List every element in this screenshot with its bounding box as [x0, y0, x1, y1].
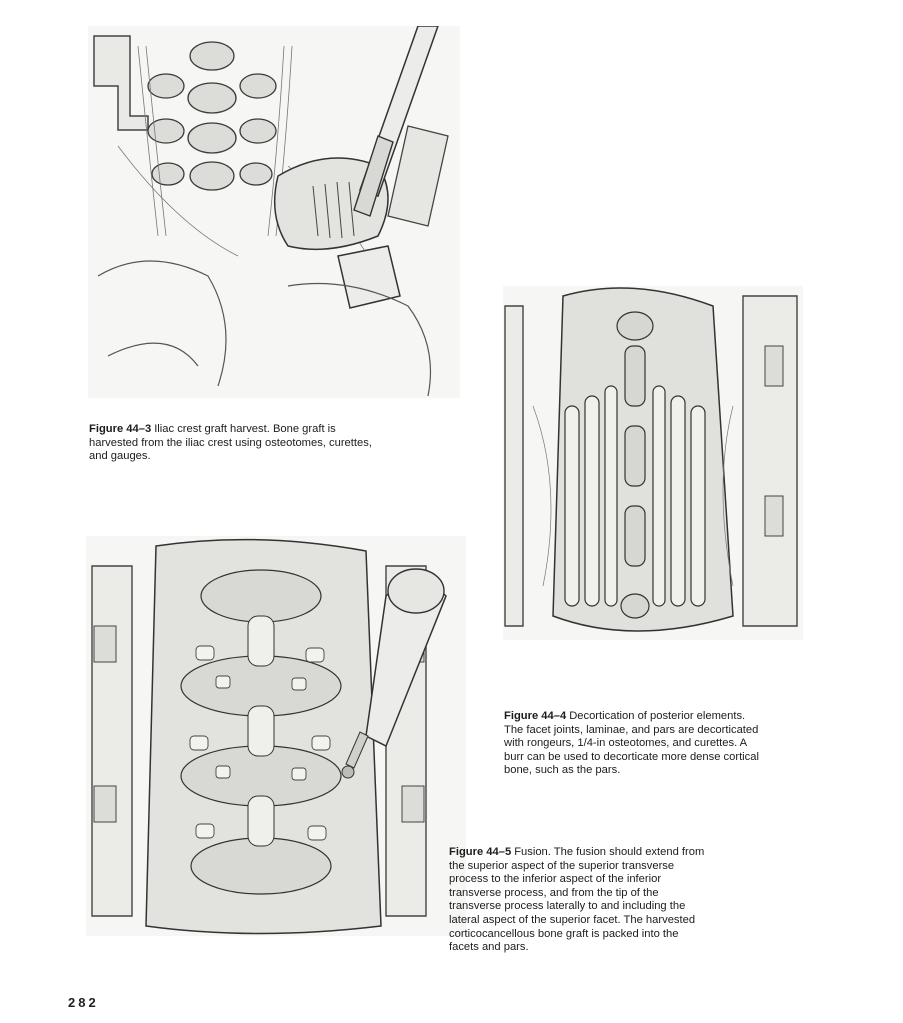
figure-label: Figure 44–3 [89, 423, 152, 435]
figure-44-5-caption [449, 846, 707, 955]
figure-44-3-caption [89, 423, 379, 464]
figure-44-3-illustration [88, 26, 460, 398]
figure-label: Figure 44–5 [449, 846, 512, 858]
figure-44-4-caption [504, 710, 766, 778]
caption-text: Decortication of posterior elements. The facet joints, laminae, and pars are decorticated with rongeurs, 1/4-in osteotomes, and curettes. A burr can be used to decorticate more dense cortical bone, such as the pars. [504, 710, 759, 777]
iliac-crest-harvest-drawing [88, 26, 460, 398]
fusion-drawing [86, 536, 466, 936]
decortication-drawing [503, 286, 803, 640]
figure-44-4-illustration [503, 286, 803, 640]
figure-label: Figure 44–4 [504, 710, 567, 722]
caption-text: Iliac crest graft harvest. Bone graft is harvested from the iliac crest using osteotomes, curettes, and gauges. [89, 423, 372, 463]
figure-44-5-illustration [86, 536, 466, 936]
caption-text: Fusion. The fusion should extend from the superior aspect of the superior transverse process to the inferior aspect of the inferior transverse process, and from the tip of the transverse process laterally to and including the lateral aspect of the superior facet. The harvested corticocancellous bone graft is packed into the facets and pars. [449, 846, 705, 954]
page-number: 282 [68, 995, 99, 1010]
